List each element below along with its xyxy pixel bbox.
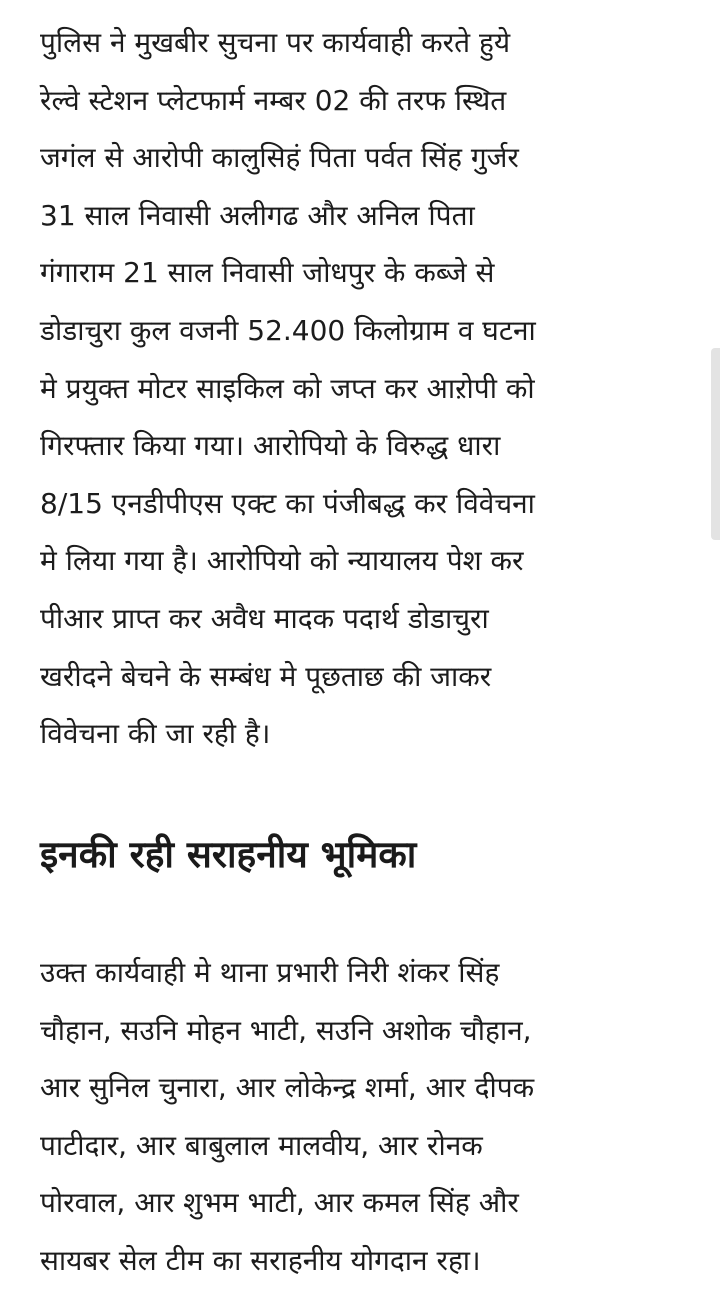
scrollbar[interactable] [711, 348, 720, 540]
article-body [40, 0, 685, 1277]
article-paragraph-arrest-details: पुलिस ने मुखबीर सुचना पर कार्यवाही करते हुये रेल्वे स्टेशन प्लेटफार्म नम्बर 02 की तरफ स्थित जगंल से आरोपी कालुसिहं पिता पर्वत सिंह गुर्जर 31 साल निवासी अलीगढ और अनिल पिता गंगाराम 21 साल निवासी जोधपुर के कब्जे से डोडाचुरा कुल वजनी 52.400 किलोग्राम व घटना मे प्रयुक्त मोटर साइकिल को जप्त कर आऱोपी को गिरफ्तार किया गया। आरोपियो के विरुद्ध धारा 8/15 एनडीपीएस एक्ट का पंजीबद्ध कर विवेचना मे लिया गया है। आरोपियो को न्यायालय पेश कर पीआर प्राप्त कर अवैध मादक पदार्थ डोडाचुरा खरीदने बेचने के सम्बंध मे पूछताछ की जाकर विवेचना की जा रही है। [40, 26, 536, 751]
article-paragraph-team-credits: उक्त कार्यवाही मे थाना प्रभारी निरी शंकर सिंह चौहान, सउनि मोहन भाटी, सउनि अशोक चौहान, आर सुनिल चुनारा, आर लोकेन्द्र शर्मा, आर दीपक पाटीदार, आर बाबुलाल मालवीय, आर रोनक पोरवाल, आर शुभम भाटी, आर कमल सिंह और सायबर सेल टीम का सराहनीय योगदान रहा। [40, 956, 535, 1277]
section-heading: इनकी रही सराहनीय भूमिका [40, 833, 417, 876]
